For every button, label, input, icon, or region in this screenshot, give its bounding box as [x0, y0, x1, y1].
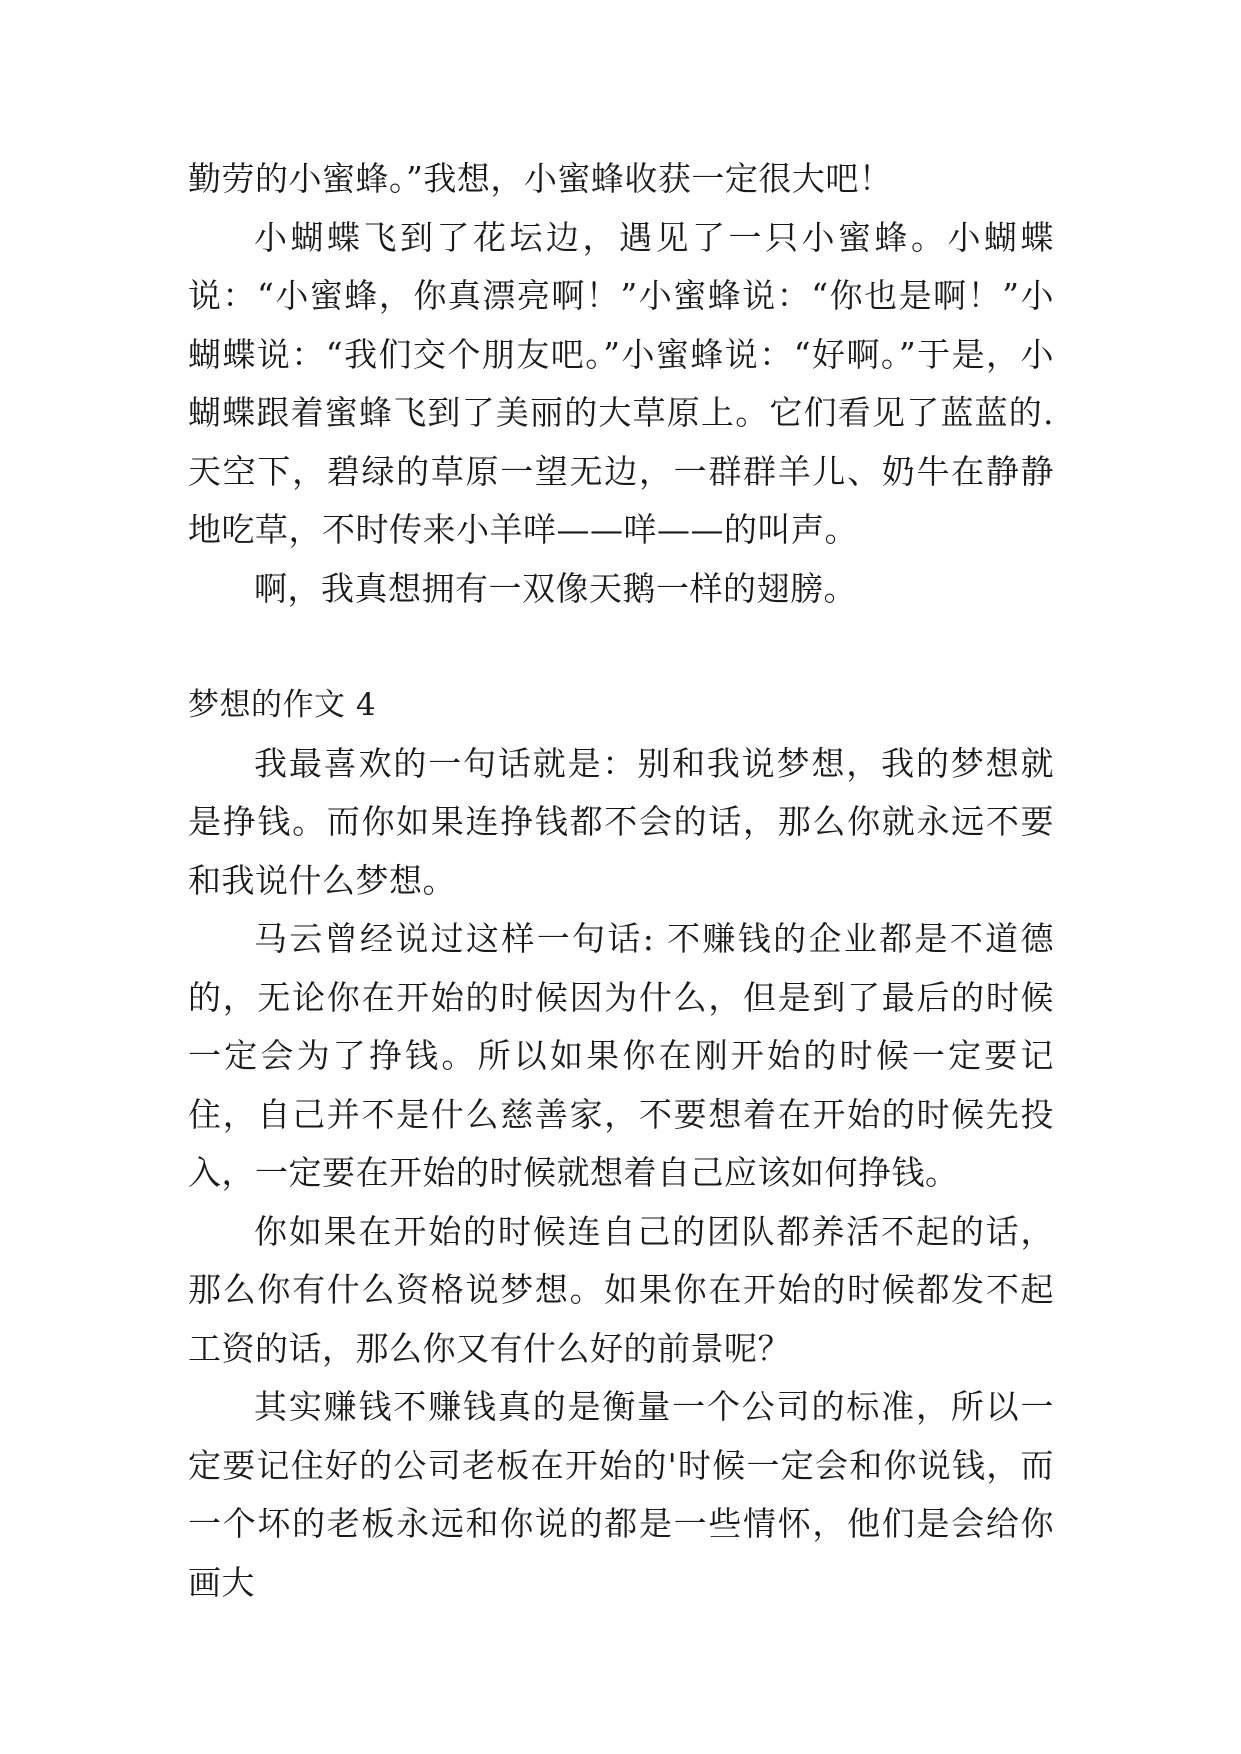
- document-body: [188, 150, 1054, 1612]
- section-title: 梦想的作文 4: [188, 687, 377, 723]
- paragraph-team-support: 你如果在开始的时候连自己的团队都养活不起的话，那么你有什么资格说梦想。如果你在开始的时候都发不起工资的话，那么你又有什么好的前景呢？: [188, 1211, 1054, 1368]
- paragraph-continuation: 勤劳的小蜜蜂。”我想，小蜜蜂收获一定很大吧！: [188, 159, 893, 198]
- paragraph-ma-yun-quote: 马云曾经说过这样一句话: 不赚钱的企业都是不道德的，无论你在开始的时候因为什么，但是到了最后的时候一定会为了挣钱。所以如果你在刚开始的时候一定要记住，自己并不是什么慈善家，不要想着在开始的时候先投入，一定要在开始的时候就想着自己应该如何挣钱。: [188, 919, 1054, 1192]
- paragraph-favorite-quote: 我最喜欢的一句话就是：别和我说梦想，我的梦想就是挣钱。而你如果连挣钱都不会的话，那么你就永远不要和我说什么梦想。: [188, 743, 1054, 900]
- paragraph-swan-wings: 啊，我真想拥有一双像天鹅一样的翅膀。: [254, 568, 857, 608]
- paragraph-company-standard: 其实赚钱不赚钱真的是衡量一个公司的标准，所以一定要记住好的公司老板在开始的'时候一定会和你说钱，而一个坏的老板永远和你说的都是一些情怀，他们是会给你画大: [188, 1387, 1054, 1602]
- paragraph-butterfly-meets-bee: 小蝴蝶飞到了花坛边，遇见了一只小蜜蜂。小蝴蝶说：“小蜜蜂，你真漂亮啊！”小蜜蜂说：“你也是啊！”小蝴蝶说：“我们交个朋友吧。”小蜜蜂说：“好啊。”于是，小蝴蝶跟着蜜蜂飞到了美丽的大草原上。它们看见了蓝蓝的.天空下，碧绿的草原一望无边，一群群羊儿、奶牛在静静地吃草，不时传来小羊咩——咩——的叫声。: [188, 217, 1054, 549]
